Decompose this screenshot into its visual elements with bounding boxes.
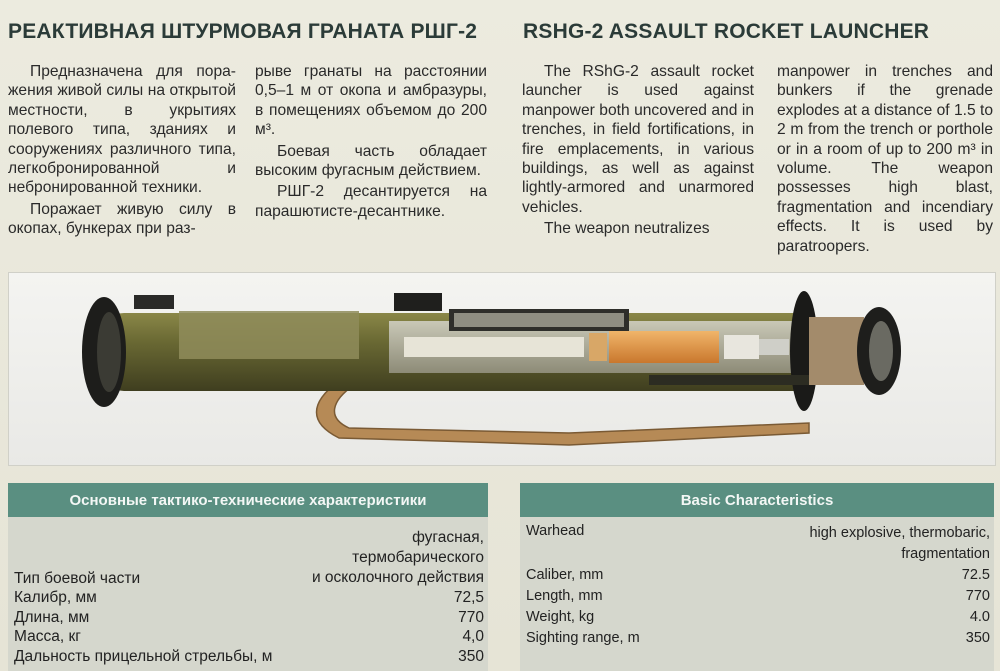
spec-value: 4.0: [969, 609, 990, 625]
spec-value: 4,0: [462, 628, 484, 645]
spec-value: 350: [965, 630, 990, 646]
specs-table-ru: [8, 483, 488, 671]
spec-row-range-en: [520, 628, 994, 649]
spec-label: Масса, кг: [14, 628, 81, 645]
spec-value: 770: [458, 608, 484, 626]
description-ru-column-1: [8, 62, 236, 239]
paragraph: The weapon neutralizes: [544, 220, 710, 238]
spec-row-caliber-ru: [8, 588, 488, 608]
spec-value: фугасная, термобарического и осколочного действия: [311, 529, 484, 586]
description-ru-column-2: [255, 62, 487, 221]
paragraph: manpower in trenches and bunkers if the grenade explodes at a distance of 1.5 to 2 m from the trench or porthole or in a room of up to 200 m³ in volume. The weapon possesses high blast, fragmentation and incendiary effects. It is used by paratroopers.: [777, 63, 993, 255]
spec-row-warhead-en: [520, 517, 994, 565]
rocket-launcher-illustration: [9, 273, 995, 465]
paragraph: рыве гранаты на расстоянии 0,5–1 м от окопа и амбразуры, в помещениях объемом до 200 м³.: [255, 63, 487, 139]
spec-row-weight-en: [520, 607, 994, 628]
spec-row-length-en: [520, 586, 994, 607]
spec-label: Калибр, мм: [14, 589, 97, 606]
spec-label: Weight, kg: [526, 609, 595, 625]
spec-label: Тип боевой части: [14, 569, 141, 587]
spec-label: Дальность прицельной стрельбы, м: [14, 647, 273, 665]
title-en: RSHG-2 ASSAULT ROCKET LAUNCHER: [523, 20, 930, 43]
spec-label: Length, mm: [526, 588, 603, 604]
spec-row-weight-ru: [8, 627, 488, 647]
spec-value: 72.5: [961, 567, 990, 583]
spec-label: Длина, мм: [14, 608, 90, 626]
paragraph: Боевая часть обладает высоким фугасным действием.: [255, 142, 487, 180]
description-en-column-1: [522, 62, 754, 239]
spec-value: high explosive, thermobaric, fragmentation: [809, 525, 990, 562]
spec-row-range-ru: [8, 647, 488, 667]
spec-row-length-ru: [8, 608, 488, 628]
spec-value: 72,5: [453, 589, 484, 606]
specs-header-en: Basic Characteristics: [520, 483, 994, 517]
title-ru: РЕАКТИВНАЯ ШТУРМОВАЯ ГРАНАТА РШГ-2: [8, 20, 478, 43]
spec-row-caliber-en: [520, 565, 994, 586]
spec-row-warhead-ru: [8, 517, 488, 588]
paragraph: Поражает живую силу в окопах, бункерах при раз-: [8, 200, 236, 238]
spec-label: Sighting range, m: [526, 630, 640, 646]
launcher-cutaway-photo: [8, 272, 996, 466]
spec-label: Caliber, mm: [526, 567, 604, 583]
paragraph: The RShG-2 assault rocket launcher is used against manpower both uncovered and in trenches, in field fortifications, in fire emplacements, in various buildings, as well as against lightly-armored and unarmored vehicles.: [522, 63, 754, 216]
spec-value: 770: [965, 588, 990, 604]
paragraph: РШГ-2 десантируется на парашютисте-десантнике.: [255, 183, 487, 220]
spec-value: 350: [458, 647, 484, 665]
spec-label: Warhead: [526, 523, 585, 539]
description-en-column-2: [777, 62, 993, 256]
paragraph: Предназначена для поражения живой силы на открытой местности, в укрытиях полевого типа, зданиях и сооружениях различного типа, легкобронированной и небронированной техники.: [8, 63, 236, 197]
specs-table-en: [520, 483, 994, 671]
specs-header-ru: Основные тактико-технические характеристики: [8, 483, 488, 517]
